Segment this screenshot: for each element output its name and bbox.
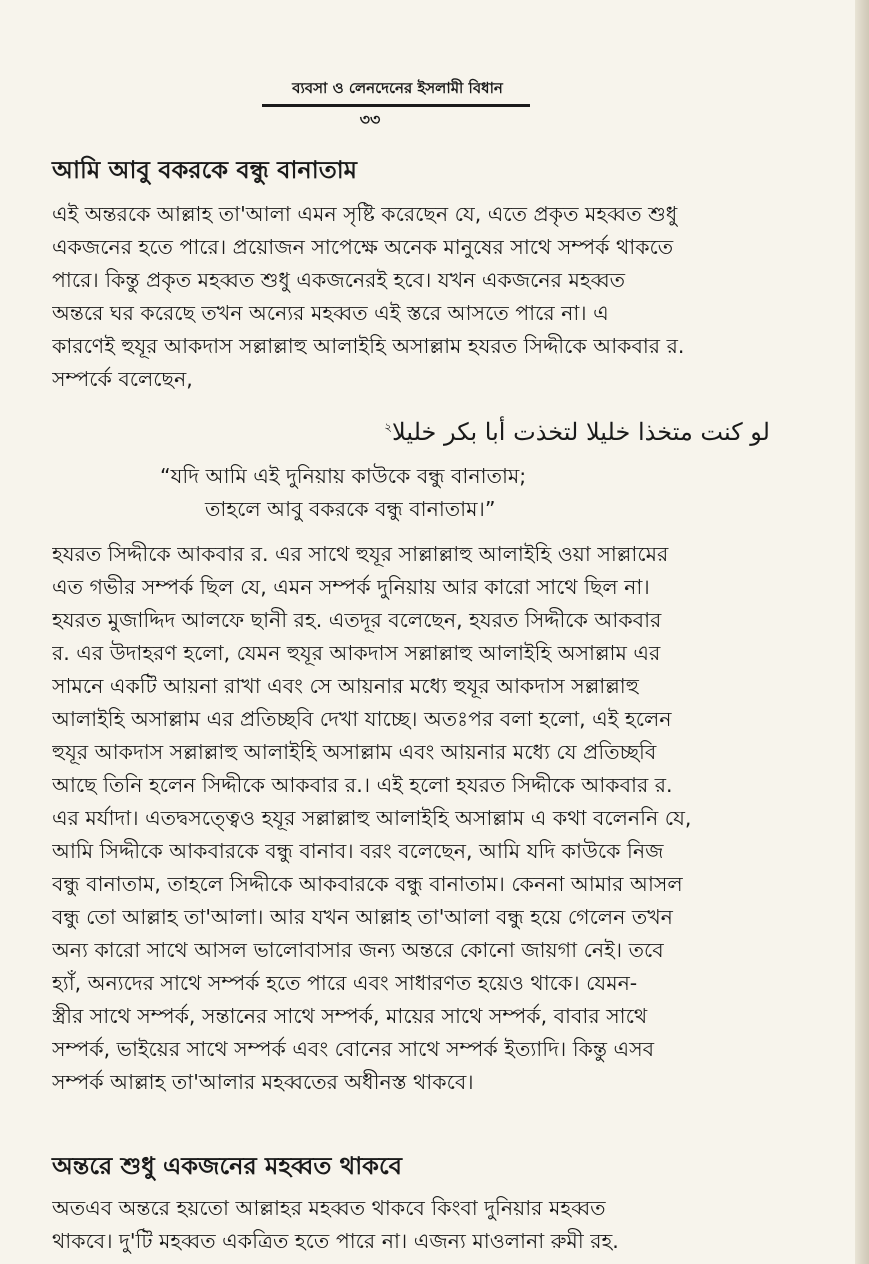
paragraph-line: র. এর উদাহরণ হলো, যেমন হুযূর আকদাস সল্লাল্লাহু আলাইহি অসাল্লাম এর	[52, 641, 661, 665]
paragraph-line: বন্ধু তো আল্লাহ তা'আলা। আর যখন আল্লাহ তা'আলা বন্ধু হয়ে গেলেন তখন	[52, 905, 673, 929]
paragraph-line: সামনে একটি আয়না রাখা এবং সে আয়নার মধ্যে হুযূর আকদাস সল্লাল্লাহু	[52, 674, 639, 698]
arabic-hadith-text: لو كنت متخذا خليلا لتخذت أبا بكر خليلا	[392, 418, 770, 446]
paragraph-line: এর মর্যাদা। এতদ্বসত্ত্বেও হযূর সল্লাল্লাহু আলাইহি অসাল্লাম এ কথা বলেননি যে,	[52, 806, 692, 830]
quote-line: “যদি আমি এই দুনিয়ায় কাউকে বন্ধু বানাতাম;	[160, 464, 527, 488]
paragraph-line: হযরত মুজাদ্দিদ আলফে ছানী রহ. এতদূর বলেছেন, হযরত সিদ্দীকে আকবার	[52, 608, 662, 632]
paragraph-line: আছে তিনি হলেন সিদ্দীকে আকবার র.। এই হলো হযরত সিদ্দীকে আকবার র.	[52, 773, 673, 797]
paragraph-line: পারে। কিন্তু প্রকৃত মহব্বত শুধু একজনেরই হবে। যখন একজনের মহব্বত	[52, 268, 626, 292]
arabic-hadith	[380, 410, 770, 449]
section-heading-2: অন্তরে শুধু একজনের মহব্বত থাকবে	[52, 1152, 402, 1180]
paragraph-line: অতএব অন্তরে হয়তো আল্লাহর মহব্বত থাকবে কিংবা দুনিয়ার মহব্বত	[52, 1196, 606, 1220]
page-edge	[855, 0, 869, 1264]
paragraph-line: একজনের হতে পারে। প্রয়োজন সাপেক্ষে অনেক মানুষের সাথে সম্পর্ক থাকতে	[52, 235, 674, 259]
footnote-marker: ২	[384, 420, 393, 434]
paragraph-line: হ্যাঁ, অন্যদের সাথে সম্পর্ক হতে পারে এবং সাধারণত হয়েও থাকে। যেমন-	[52, 971, 638, 995]
paragraph-line: সম্পর্কে বলেছেন,	[52, 367, 193, 391]
paragraph-line: স্ত্রীর সাথে সম্পর্ক, সন্তানের সাথে সম্পর্ক, মায়ের সাথে সম্পর্ক, বাবার সাথে	[52, 1004, 648, 1028]
paragraph-line: বন্ধু বানাতাম, তাহলে সিদ্দীকে আকবারকে বন্ধু বানাতাম। কেননা আমার আসল	[52, 872, 683, 896]
paragraph-line: সম্পর্ক, ভাইয়ের সাথে সম্পর্ক এবং বোনের সাথে সম্পর্ক ইত্যাদি। কিন্তু এসব	[52, 1037, 655, 1061]
paragraph-line: হুযূর আকদাস সল্লাল্লাহু আলাইহি অসাল্লাম এবং আয়নার মধ্যে যে প্রতিচ্ছবি	[52, 740, 657, 764]
paragraph-line: অন্তরে ঘর করেছে তখন অন্যের মহব্বত এই স্তরে আসতে পারে না। এ	[52, 301, 609, 325]
section-heading-1: আমি আবু বকরকে বন্ধু বানাতাম	[52, 156, 358, 184]
paragraph-line: থাকবে। দু'টি মহব্বত একত্রিত হতে পারে না। এজন্য মাওলানা রুমী রহ.	[52, 1229, 619, 1253]
paragraph-line: এই অন্তরকে আল্লাহ তা'আলা এমন সৃষ্টি করেছেন যে, এতে প্রকৃত মহব্বত শুধু	[52, 202, 678, 226]
paragraph-line: অন্য কারো সাথে আসল ভালোবাসার জন্য অন্তরে কোনো জায়গা নেই। তবে	[52, 938, 664, 962]
paragraph-line: আমি সিদ্দীকে আকবারকে বন্ধু বানাব। বরং বলেছেন, আমি যদি কাউকে নিজ	[52, 839, 664, 863]
paragraph-line: হযরত সিদ্দীকে আকবার র. এর সাথে হুযূর সাল্লাল্লাহু আলাইহি ওয়া সাল্লামের	[52, 542, 669, 566]
header-rule	[262, 104, 530, 107]
page-number: ৩৩	[359, 110, 381, 129]
paragraph-line: সম্পর্ক আল্লাহ তা'আলার মহব্বতের অধীনস্ত থাকবে।	[52, 1070, 474, 1094]
paragraph-line: আলাইহি অসাল্লাম এর প্রতিচ্ছবি দেখা যাচ্ছে। অতঃপর বলা হলো, এই হলেন	[52, 707, 672, 731]
paragraph-line: কারণেই হুযূর আকদাস সল্লাল্লাহু আলাইহি অসাল্লাম হযরত সিদ্দীকে আকবার র.	[52, 334, 685, 358]
running-header: ব্যবসা ও লেনদেনের ইসলামী বিধান	[292, 79, 503, 97]
paragraph-line: এত গভীর সম্পর্ক ছিল যে, এমন সম্পর্ক দুনিয়ায় আর কারো সাথে ছিল না।	[52, 575, 650, 599]
quote-line: তাহলে আবু বকরকে বন্ধু বানাতাম।”	[205, 497, 496, 521]
